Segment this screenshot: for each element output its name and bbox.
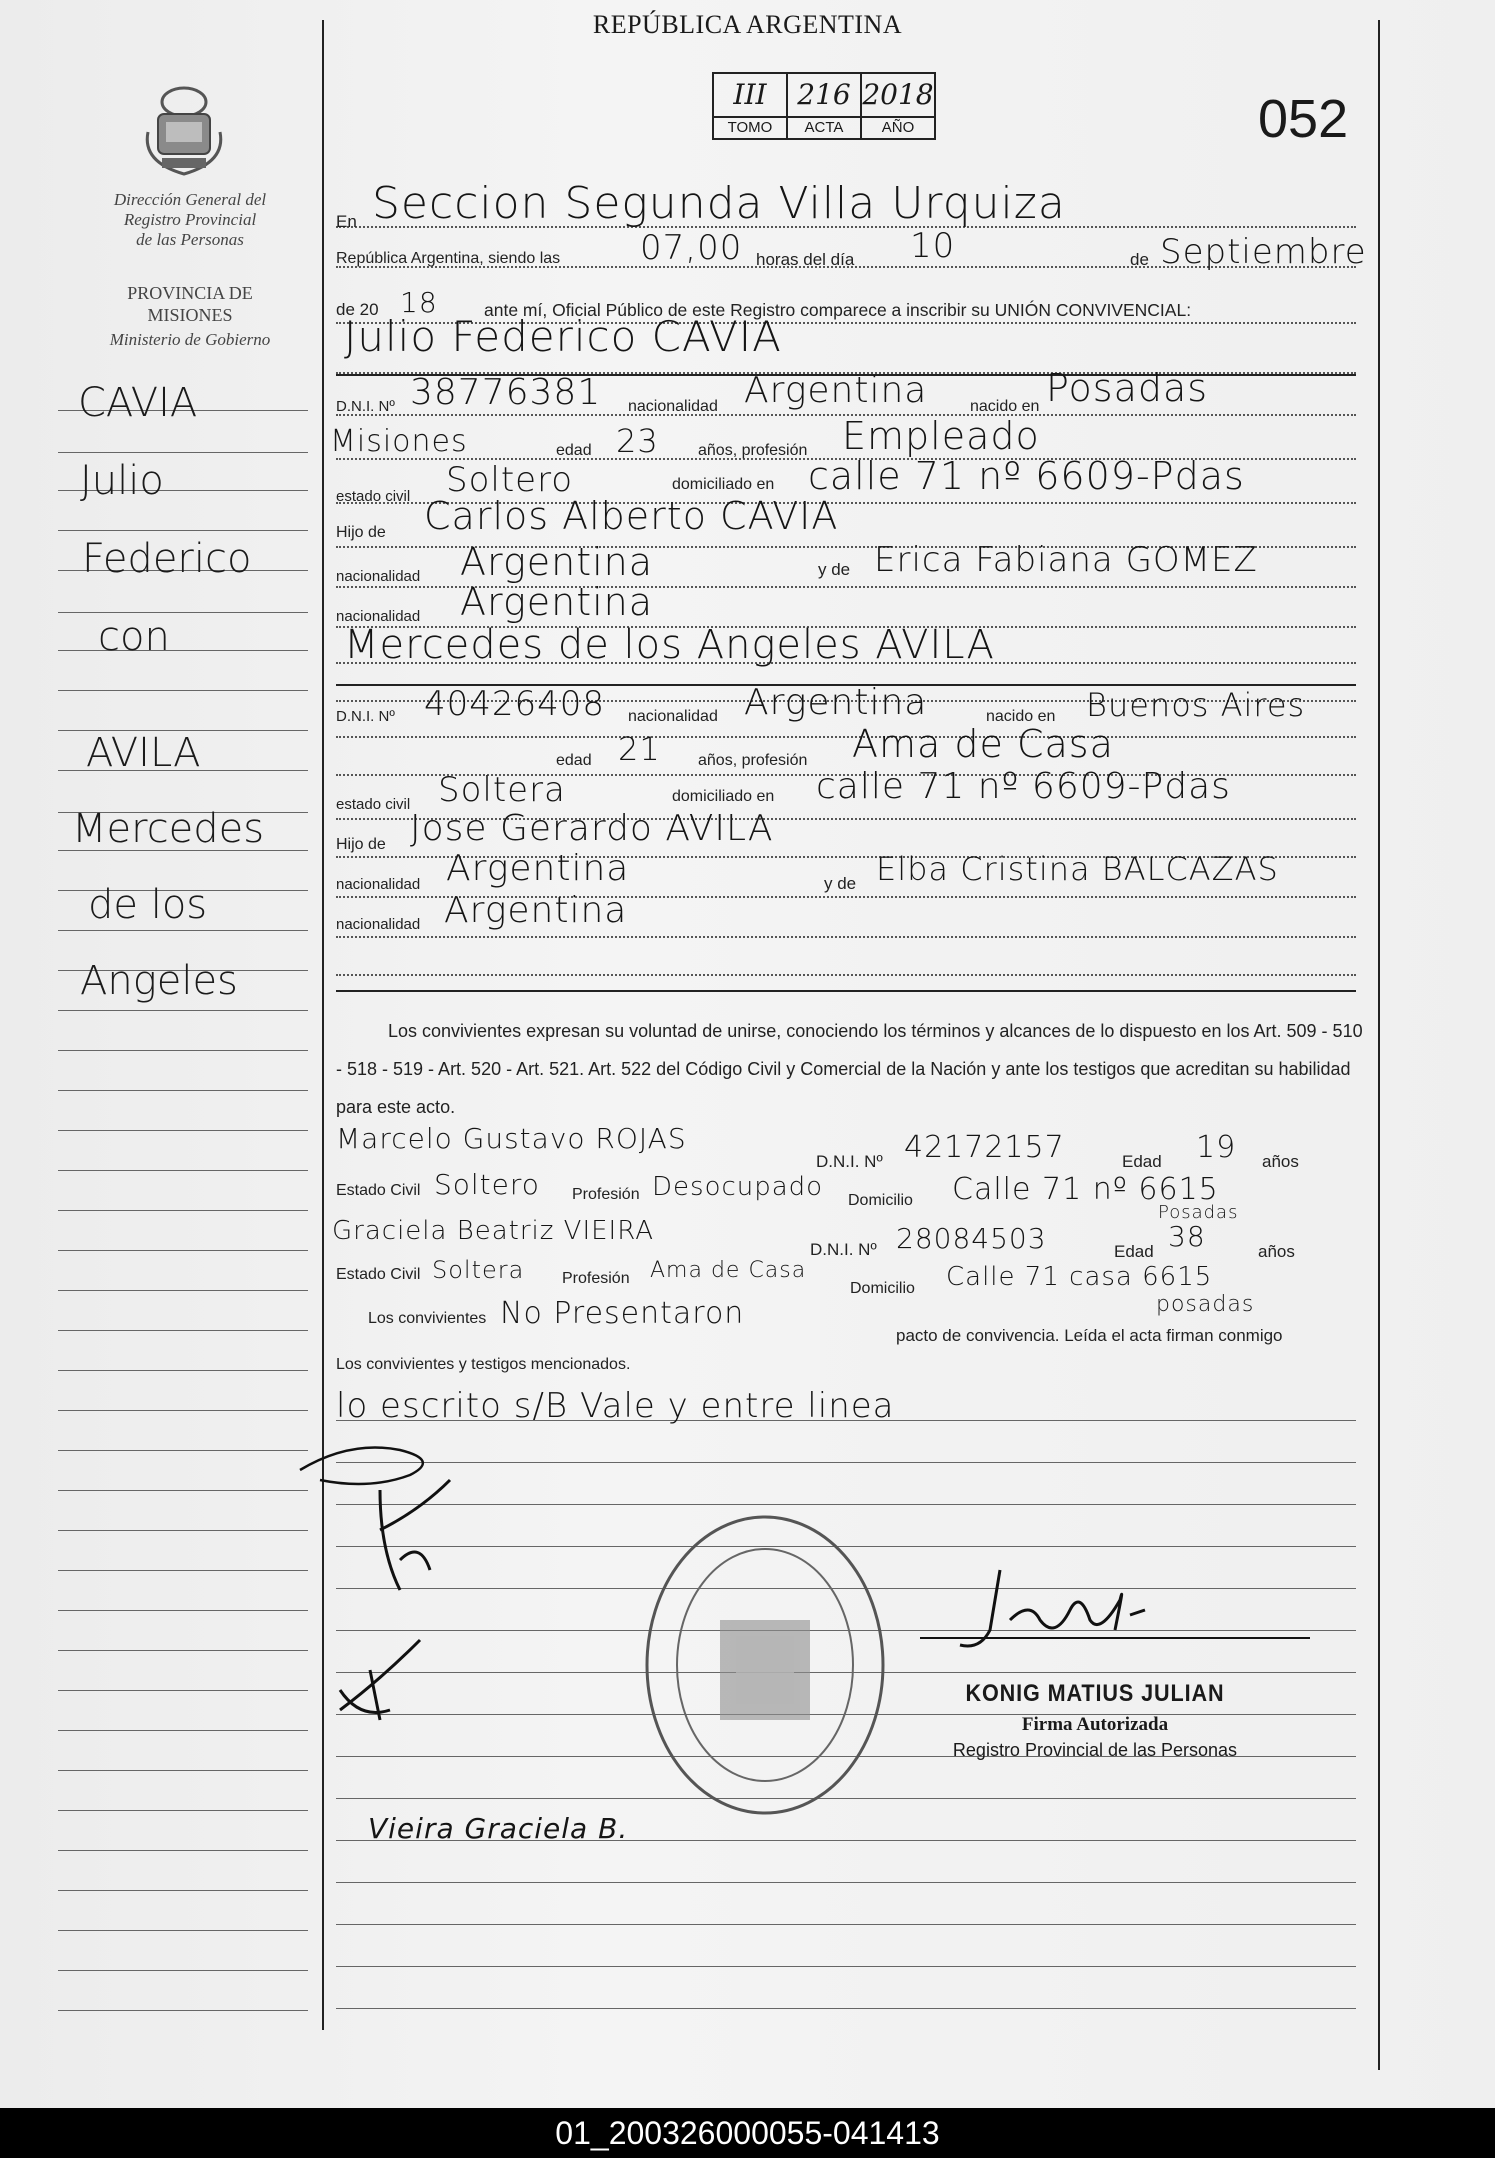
province-line-2: MISIONES	[147, 305, 233, 325]
nacionalidad-label: nacionalidad	[628, 398, 718, 415]
witness1-address-2: Posadas	[1158, 1202, 1239, 1223]
witness1-age: 19	[1196, 1130, 1237, 1165]
witness2-address: Calle 71 casa 6615	[946, 1262, 1213, 1292]
person2-dni: 40426408	[424, 684, 606, 724]
witness-dni-label: D.N.I. Nº	[816, 1152, 883, 1171]
anio-value: 2018	[862, 78, 934, 111]
person2-address: calle 71 nº 6609-Pdas	[816, 766, 1231, 807]
signature-2	[360, 1470, 470, 1600]
province-line-1: PROVINCIA DE	[127, 283, 253, 303]
margin-rule-line	[58, 930, 308, 931]
anio-label: AÑO	[862, 116, 934, 138]
person2-mother-nat: Argentina	[444, 890, 628, 931]
place-value: Seccion Segunda Villa Urquiza	[372, 178, 1066, 229]
margin-rule-line	[58, 1290, 308, 1291]
person1-mother-nat: Argentina	[460, 580, 654, 624]
person1-nationality: Argentina	[744, 370, 928, 411]
person1-address: calle 71 nº 6609-Pdas	[808, 454, 1245, 498]
witness-edad-label: Edad	[1114, 1242, 1154, 1261]
nacionalidad-label: nacionalidad	[336, 916, 421, 933]
margin-note: Federico	[82, 536, 252, 582]
acta-value: 216	[797, 78, 851, 111]
convivientes-label: Los convivientes	[368, 1310, 487, 1327]
margin-note: Mercedes	[72, 806, 265, 852]
agency-line-3: de las Personas	[136, 230, 244, 249]
footer-code: 01_200326000055-041413	[0, 2108, 1495, 2158]
margin-rule-line	[58, 1650, 308, 1651]
margin-rule-line	[58, 1330, 308, 1331]
dni-label: D.N.I. Nº	[336, 398, 395, 415]
pacto-value: No Presentaron	[500, 1296, 745, 1331]
margin-note: CAVIA	[78, 380, 198, 426]
body-rule-line	[336, 2008, 1356, 2009]
witness1-address: Calle 71 nº 6615	[952, 1172, 1219, 1207]
en-label: En	[336, 212, 357, 231]
pacto-label: pacto de convivencia. Leída el acta firman conmigo	[896, 1326, 1283, 1345]
margin-rule-line	[58, 1970, 308, 1971]
witness2-address-2: posadas	[1156, 1292, 1255, 1317]
hijo-de-label: Hijo de	[336, 524, 386, 541]
margin-note: de los	[88, 882, 208, 928]
margin-rule-line	[58, 1210, 308, 1211]
year-suffix-value: 18	[400, 286, 438, 319]
nacionalidad-label: nacionalidad	[628, 708, 718, 725]
tomo-value: III	[733, 78, 767, 111]
body-rule-line	[336, 736, 1356, 738]
margin-rule-line	[58, 650, 308, 651]
margin-rule-line	[58, 1010, 308, 1011]
domiciliado-en-label: domiciliado en	[672, 476, 775, 493]
body-rule-line	[336, 1882, 1356, 1883]
witness2-profession: Ama de Casa	[650, 1258, 807, 1283]
witness-profesion-label: Profesión	[572, 1186, 640, 1203]
body-rule-line	[336, 1504, 1356, 1505]
republica-label: República Argentina, siendo las	[336, 250, 561, 267]
tomo-cell	[714, 74, 788, 138]
margin-rule-line	[58, 690, 308, 691]
witness2-age: 38	[1168, 1220, 1206, 1253]
margin-note: Julio	[80, 458, 164, 504]
margin-rule-line	[58, 1730, 308, 1731]
header-title: REPÚBLICA ARGENTINA	[592, 10, 903, 39]
witness-domicilio-label: Domicilio	[848, 1192, 913, 1209]
margin-rule-line	[58, 1410, 308, 1411]
estado-civil-label: estado civil	[336, 796, 411, 813]
person1-civil-status: Soltero	[446, 460, 574, 500]
tomo-label: TOMO	[714, 116, 786, 138]
section-divider	[336, 990, 1356, 992]
body-rule-line	[336, 974, 1356, 976]
person1-father: Carlos Alberto CAVIA	[424, 494, 839, 538]
hijo-de-label: Hijo de	[336, 836, 386, 853]
person2-profession: Ama de Casa	[852, 722, 1114, 766]
margin-rule-line	[58, 1170, 308, 1171]
agency-line-2: Registro Provincial	[123, 210, 257, 229]
horas-label: horas del día	[756, 250, 855, 269]
witness-anos-label: años	[1262, 1152, 1299, 1171]
person2-nationality: Argentina	[744, 682, 928, 723]
witness-dni-label: D.N.I. Nº	[810, 1240, 877, 1259]
margin-rule-line	[58, 1890, 308, 1891]
signature-3	[320, 1630, 440, 1730]
margin-rule-line	[58, 612, 308, 613]
margin-rule-line	[58, 1810, 308, 1811]
signer-name: KONIG MATIUS JULIAN	[965, 1680, 1225, 1707]
person2-father-nat: Argentina	[446, 848, 630, 889]
tomo-acta-anio-box	[712, 72, 936, 140]
person2-name: Mercedes de los Angeles AVILA	[344, 622, 995, 668]
anio-cell	[862, 74, 934, 138]
closing-label: Los convivientes y testigos mencionados.	[336, 1356, 631, 1373]
margin-rule-line	[58, 1490, 308, 1491]
witness1-civil-status: Soltero	[434, 1168, 540, 1201]
margin-rule-line	[58, 1130, 308, 1131]
person1-profession: Empleado	[842, 414, 1040, 458]
nacido-en-label: nacido en	[986, 708, 1056, 725]
witness-domicilio-label: Domicilio	[850, 1280, 915, 1297]
acta-label: ACTA	[788, 116, 860, 138]
witness-anos-label: años	[1258, 1242, 1295, 1261]
coat-of-arms-icon	[138, 62, 230, 182]
person2-father: Jose Gerardo AVILA	[410, 808, 774, 849]
declaration-text	[336, 1012, 1366, 1126]
signer-block	[905, 1680, 1285, 1761]
witness-profesion-label: Profesión	[562, 1270, 630, 1287]
declaration-span: Los convivientes expresan su voluntad de unirse, conociendo los términos y alcances de lo dispuesto en los Art. 509 - 510 - 518 - 519 - Art. 520 - Art. 521. Art. 522 del Código Civil y Comercial de la Nación y ante los testigos que acreditan su habilidad para este acto.	[336, 1021, 1363, 1117]
person2-civil-status: Soltera	[438, 770, 566, 810]
acta-cell	[788, 74, 862, 138]
ministry-line: Ministerio de Gobierno	[109, 330, 271, 349]
signer-role: Firma Autorizada	[1021, 1714, 1169, 1735]
margin-rule-line	[58, 1050, 308, 1051]
person1-age: 23	[616, 422, 659, 460]
month-value: Septiembre	[1160, 232, 1367, 272]
person2-born-in: Buenos Aires	[1086, 686, 1306, 724]
nacido-en-label: nacido en	[970, 398, 1040, 415]
estado-civil-label: estado civil	[336, 488, 411, 505]
y-de-label: y de	[824, 874, 857, 893]
person1-dni: 38776381	[410, 372, 602, 413]
person1-father-nat: Argentina	[460, 540, 654, 584]
margin-rule-line	[58, 1450, 308, 1451]
margin-rule-line	[58, 1690, 308, 1691]
margin-rule-line	[58, 1610, 308, 1611]
witness2-dni: 28084503	[896, 1222, 1047, 1255]
witness1-name: Marcelo Gustavo ROJAS	[336, 1122, 687, 1155]
margin-rule-line	[58, 1090, 308, 1091]
domiciliado-en-label: domiciliado en	[672, 788, 775, 805]
agency-block	[70, 190, 310, 250]
person2-age: 21	[618, 730, 661, 768]
person1-mother: Erica Fabiana GOMEZ	[874, 540, 1258, 580]
de-label: de	[1130, 250, 1149, 269]
intro-text: ante mí, Oficial Público de este Registro comparece a inscribir su UNIÓN CONVIVENCIAL:	[484, 300, 1192, 320]
acta-number: 052	[1258, 89, 1349, 149]
margin-rule-line	[58, 1570, 308, 1571]
closing-note: lo escrito s/B Vale y entre linea	[336, 1386, 895, 1426]
agency-line-1: Dirección General del	[113, 190, 267, 209]
nacionalidad-label: nacionalidad	[336, 608, 421, 625]
nacionalidad-label: nacionalidad	[336, 876, 421, 893]
edad-label: edad	[556, 752, 592, 769]
person1-born-in: Posadas	[1046, 366, 1209, 410]
margin-note: AVILA	[86, 730, 201, 776]
witness-edad-label: Edad	[1122, 1152, 1162, 1171]
official-stamp-icon	[640, 1510, 890, 1820]
margin-rule-line	[58, 2010, 308, 2011]
witness-estado-civil-label: Estado Civil	[336, 1266, 421, 1283]
person1-name: Julio Federico CAVIA	[344, 312, 782, 361]
witness2-civil-status: Soltera	[432, 1256, 525, 1284]
witness2-name: Graciela Beatriz VIEIRA	[332, 1216, 655, 1246]
witness1-profession: Desocupado	[652, 1172, 824, 1202]
nacionalidad-label: nacionalidad	[336, 568, 421, 585]
margin-rule-line	[58, 1850, 308, 1851]
y-de-label: y de	[818, 560, 851, 579]
margin-rule-line	[58, 1770, 308, 1771]
person2-mother: Elba Cristina BALCAZAS	[876, 850, 1279, 888]
witness-estado-civil-label: Estado Civil	[336, 1182, 421, 1199]
margin-rule-line	[58, 1530, 308, 1531]
registrar-signature	[920, 1560, 1310, 1660]
margin-rule-line	[58, 530, 308, 531]
hour-value: 07,00	[640, 228, 743, 268]
margin-note: con	[98, 614, 170, 660]
margin-rule-line	[58, 1370, 308, 1371]
edad-label: edad	[556, 442, 592, 459]
province-block	[70, 282, 310, 326]
day-value: 10	[910, 226, 956, 266]
witness1-dni: 42172157	[904, 1130, 1065, 1165]
anos-profesion-label: años, profesión	[698, 752, 808, 769]
margin-note: Angeles	[80, 958, 238, 1004]
body-rule-line	[336, 1966, 1356, 1967]
person1-born-in-2: Misiones	[330, 424, 468, 459]
dni-label: D.N.I. Nº	[336, 708, 395, 725]
margin-rule-line	[58, 1250, 308, 1251]
body-rule-line	[336, 1924, 1356, 1925]
anos-profesion-label: años, profesión	[698, 442, 808, 459]
margin-rule-line	[58, 452, 308, 453]
bottom-note: Vieira Graciela B.	[368, 1812, 629, 1845]
signer-office: Registro Provincial de las Personas	[952, 1740, 1238, 1760]
body-rule-line	[336, 936, 1356, 938]
de-year-label: de 20	[336, 300, 379, 319]
right-margin-rule	[1378, 20, 1380, 2070]
margin-rule-line	[58, 1930, 308, 1931]
